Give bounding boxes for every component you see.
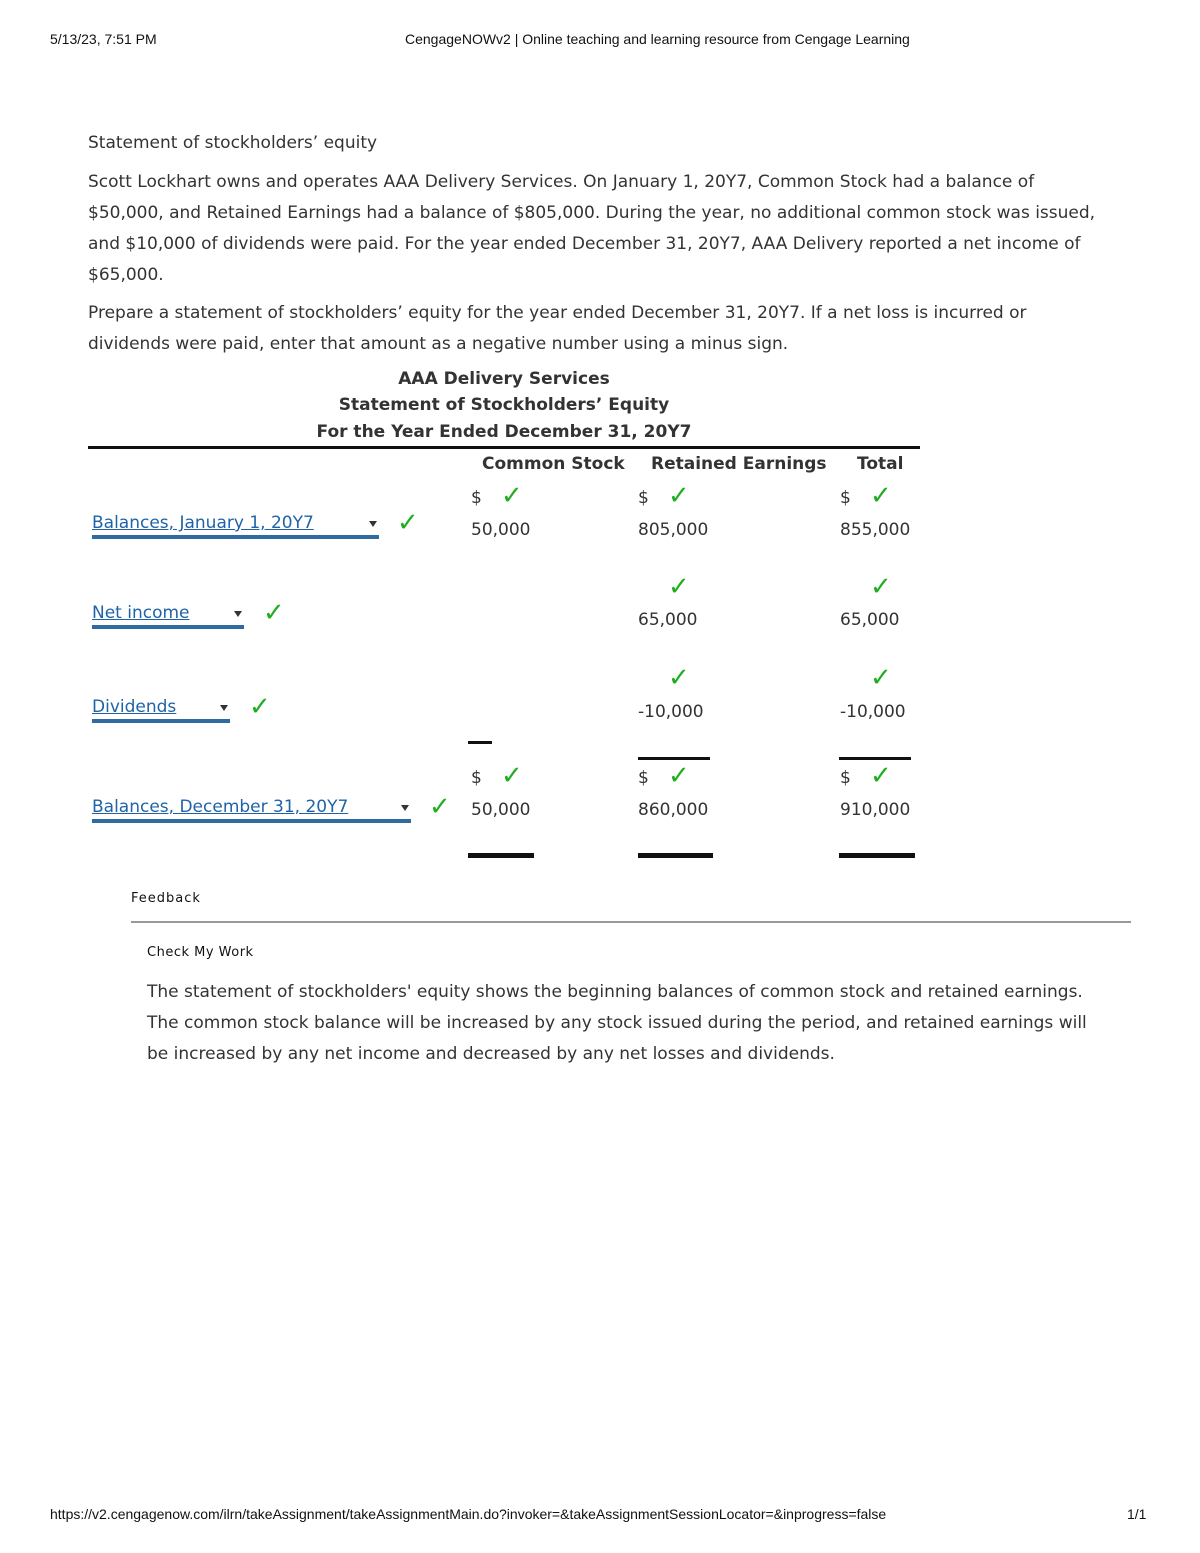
- dollar-sign: $: [840, 488, 851, 508]
- check-icon: ✓: [668, 481, 690, 511]
- feedback-line-3: be increased by any net income and decreased by any net losses and dividends.: [147, 1044, 835, 1064]
- check-icon: ✓: [870, 761, 892, 791]
- column-header-total: Total: [857, 454, 904, 474]
- statement-period: For the Year Ended December 31, 20Y7: [316, 422, 692, 442]
- check-icon: ✓: [397, 508, 419, 538]
- print-page-title: CengageNOWv2 | Online teaching and learning resource from Cengage Learning: [405, 31, 910, 47]
- instruction-line-1: Prepare a statement of stockholders’ equity for the year ended December 31, 20Y7. If a net loss is incurred or: [88, 303, 1027, 323]
- scenario-line-1: Scott Lockhart owns and operates AAA Delivery Services. On January 1, 20Y7, Common Stock had a balance of: [88, 172, 1035, 192]
- feedback-label: Feedback: [131, 891, 201, 906]
- retained-earnings-double-underline: [638, 853, 713, 858]
- check-icon: ✓: [668, 761, 690, 791]
- chevron-down-icon: [234, 611, 242, 617]
- row-label-select-dividends[interactable]: [92, 697, 230, 723]
- cell-net-income-retained-earnings[interactable]: 65,000: [638, 610, 698, 630]
- retained-earnings-underline: [638, 757, 710, 760]
- cell-dividends-total[interactable]: -10,000: [840, 702, 906, 722]
- feedback-rule: [131, 921, 1131, 923]
- check-icon: ✓: [263, 598, 285, 628]
- total-underline: [839, 757, 911, 760]
- check-icon: ✓: [501, 481, 523, 511]
- print-datetime: 5/13/23, 7:51 PM: [50, 31, 157, 47]
- common-stock-underline: [468, 741, 492, 744]
- chevron-down-icon: [369, 521, 377, 527]
- cell-net-income-total[interactable]: 65,000: [840, 610, 900, 630]
- common-stock-double-underline: [468, 853, 534, 858]
- check-icon: ✓: [870, 481, 892, 511]
- check-icon: ✓: [668, 572, 690, 602]
- cell-ending-total[interactable]: 910,000: [840, 800, 911, 820]
- check-icon: ✓: [429, 792, 451, 822]
- cell-beginning-total[interactable]: 855,000: [840, 520, 911, 540]
- cell-ending-common-stock[interactable]: 50,000: [471, 800, 531, 820]
- dollar-sign: $: [638, 768, 649, 788]
- chevron-down-icon: [401, 805, 409, 811]
- check-icon: ✓: [870, 572, 892, 602]
- check-icon: ✓: [870, 663, 892, 693]
- scenario-line-3: and $10,000 of dividends were paid. For the year ended December 31, 20Y7, AAA Delivery reported a net income of: [88, 234, 1081, 254]
- print-page-number: 1/1: [1127, 1506, 1147, 1522]
- row-label-select-ending-balances[interactable]: [92, 797, 411, 823]
- column-header-common-stock: Common Stock: [482, 454, 625, 474]
- cell-beginning-retained-earnings[interactable]: 805,000: [638, 520, 709, 540]
- cell-beginning-common-stock[interactable]: 50,000: [471, 520, 531, 540]
- cell-dividends-retained-earnings[interactable]: -10,000: [638, 702, 704, 722]
- row-label-select-net-income[interactable]: [92, 603, 244, 629]
- feedback-line-2: The common stock balance will be increased by any stock issued during the period, and retained earnings will: [147, 1013, 1087, 1033]
- check-my-work-label: Check My Work: [147, 945, 254, 960]
- chevron-down-icon: [220, 705, 228, 711]
- feedback-line-1: The statement of stockholders' equity shows the beginning balances of common stock and retained earnings.: [147, 982, 1083, 1002]
- scenario-line-2: $50,000, and Retained Earnings had a balance of $805,000. During the year, no additional common stock was issued,: [88, 203, 1096, 223]
- dollar-sign: $: [638, 488, 649, 508]
- select-value: Balances, January 1, 20Y7: [92, 513, 314, 533]
- check-icon: ✓: [501, 761, 523, 791]
- statement-title: Statement of Stockholders’ Equity: [338, 395, 670, 415]
- check-icon: ✓: [249, 692, 271, 722]
- header-rule: [88, 446, 920, 449]
- select-value: Balances, December 31, 20Y7: [92, 797, 349, 817]
- statement-company: AAA Delivery Services: [398, 369, 610, 389]
- row-label-select-beginning-balances[interactable]: [92, 513, 379, 539]
- instruction-line-2: dividends were paid, enter that amount as a negative number using a minus sign.: [88, 334, 789, 354]
- total-double-underline: [839, 853, 915, 858]
- check-icon: ✓: [668, 663, 690, 693]
- scenario-line-4: $65,000.: [88, 265, 164, 285]
- print-url: https://v2.cengagenow.com/ilrn/takeAssignment/takeAssignmentMain.do?invoker=&takeAssignmentSessionLocator=&inprogress=false: [50, 1506, 887, 1522]
- dollar-sign: $: [471, 488, 482, 508]
- dollar-sign: $: [471, 768, 482, 788]
- cell-ending-retained-earnings[interactable]: 860,000: [638, 800, 709, 820]
- select-value: Dividends: [92, 697, 177, 717]
- dollar-sign: $: [840, 768, 851, 788]
- select-value: Net income: [92, 603, 190, 623]
- column-header-retained-earnings: Retained Earnings: [651, 454, 827, 474]
- problem-heading: Statement of stockholders’ equity: [88, 133, 378, 153]
